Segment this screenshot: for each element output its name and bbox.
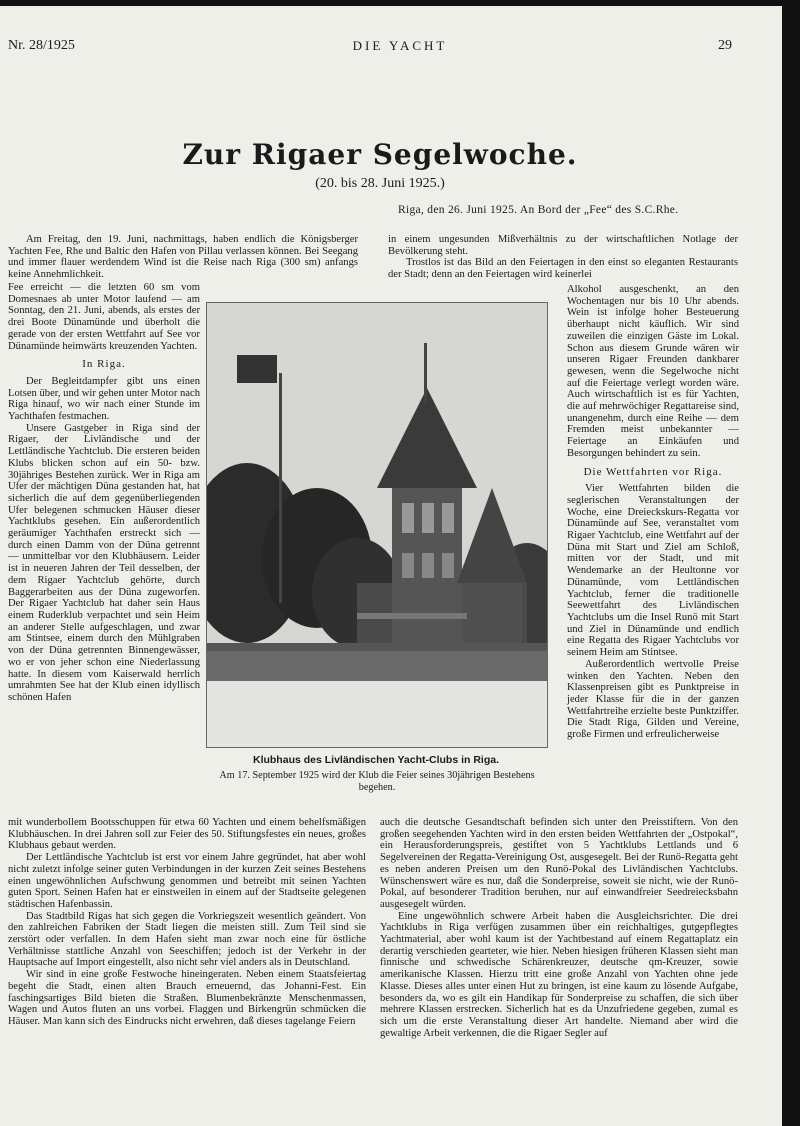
paragraph: Der Lettländische Yachtclub ist erst vor einem Jahre gegründet, hat aber wohl nicht zuletzt infolge seiner guten Verbindungen in der kurzen Zeit seines Bestehens einen ungewöhnlichen Aufschwung genommen und betreibt mit seinen Yachten guten Sport. Seinen Hafen hat er einstweilen in einem auf der Stadtseite gelegenen städtischen Hafenbassin. <box>8 852 366 910</box>
paragraph: auch die deutsche Gesandtschaft befinden sich unter den Preisstiftern. Von den großen seegehenden Yachten wird in den ersten beiden Wettfahrten der „Ostpokal“, ein Herausforderungspreis, gestiftet von 5 Yachtklubs Lettlands und 6 Segelvereinen der Regatta-Vereinigung Ost, ausgesegelt. Bei der Runö-Regatta geht es neben anderen Preisen um den Runö-Pokal des Livländischen Yachtclubs. Wünschenswert wäre es nur, daß die Sonderpreise, soweit sie nicht, wie der Runö-Pokal, auf besonderer Tradition beruhen, nur auf einwandfreier Seedreiecksbahn ausgesegelt würden. <box>380 817 738 910</box>
paragraph: Am Freitag, den 19. Juni, nachmittags, haben endlich die Königsberger Yachten Fee, Rhe und Baltic den Hafen von Pillau verlassen können. Bei Seegang und immer flauer werdendem Wind ist die Reise nach Riga (300 sm) anfangs keine Annehmlichkeit. <box>8 234 358 281</box>
magazine-title: DIE YACHT <box>352 38 448 53</box>
section-heading-wettfahrten: Die Wettfahrten vor Riga. <box>583 465 723 478</box>
paragraph: Vier Wettfahrten bilden die seglerischen Veranstaltungen der Woche, eine Dreieckskurs-Regatta vor Dünamünde auf See, veranstaltet vom Rigaer Yachtclub, eine Wettfahrt auf der Düna mit Start und Ziel am Schloß, mitten vor der Stadt, und mit Wendemarke an der Heultonne vor Dünamünde, vom Lettländischen Yachtclub, ferner die traditionelle Seewettfahrt des Livländischen Yachtclubs um die Insel Runö mit Start und Ziel in Dünamünde und endlich eine Regatta des Rigaer Yachtclubs vor seinem Heim am Stintsee. <box>567 483 739 659</box>
paragraph: Das Stadtbild Rigas hat sich gegen die Vorkriegszeit wesentlich geändert. Von den zahlreichen Fabriken der Stadt liegen die meisten still. Zum Teil sind sie zerstört oder verfallen. In dem Hafen sieht man zwar noch eine für östliche Verhältnisse stattliche Anzahl von Seeschiffen; jedoch ist der Verkehr in der Hauptsache auf Import eingestellt, also nicht sehr viel anders als in Deutschland. <box>8 910 366 969</box>
photo-caption-text: Am 17. September 1925 wird der Klub die Feier seines 30jährigen Bestehens begehen. <box>219 770 535 793</box>
paragraph: Unsere Gastgeber in Riga sind der Rigaer, der Livländische und der Lettländische Yachtclub. Die ersteren beiden Klubs blicken schon auf ein 50- bzw. 30jähriges Bestehen zurück. Wer in Riga am Ufer der mächtigen Düna gestanden hat, hat sicherlich die auf dem gegenüberliegenden Ufer belegenen schmucken Häuser dieser Yachtklubs gesehen. Ein außerordentlich geräumiger Yachthafen erstreckt sich — durch einen Damm von der Düna getrennt — unmittelbar vor den Klubhäusern. Leider ist in neueren Jahren der Teil desselben, der dem Rigaer Yachtclub gehörte, durch Baggerarbeiten aus der Düna zugeworfen. Der Rigaer Yachtclub hat daher sein Haus einem Ruderklub verpachtet und sein Heim an anderer Stelle aufgeschlagen, und zwar am Stintsee, einem durch den Mühlgraben von der Düna getrennten Binnengewässer, wo er von jeher schon eine Niederlassung hatte. In diesem vom Kaiserwald herrlich umrahmten See hat der Klub einen idyllisch schönen Hafen <box>8 422 200 703</box>
clubhouse-photo <box>206 302 548 748</box>
issue-number: Nr. 28/1925 <box>8 38 75 53</box>
paragraph: Wir sind in eine große Festwoche hineingeraten. Neben einem Staatsfeiertag begeht die Stadt, einen alten Brauch erneuernd, das Johanni-Fest. Ein faschingsartiges Bild bieten die Straßen. Blumenbekränzte Menschenmassen, Wagen und Autos fluten an uns vorbei. Flaggen und Birkengrün schmücken die Häuser. Man kann sich des Eindrucks nicht erwehren, daß dieses tagelange Feiern <box>8 969 366 1027</box>
article-title: Zur Rigaer Segelwoche. <box>182 138 578 171</box>
paragraph: Trostlos ist das Bild an den Feiertagen in den einst so eleganten Restaurants der Stadt; denn an den Feiertagen wird keinerlei <box>388 257 738 281</box>
clubhouse-illustration <box>207 303 547 747</box>
paragraph: Außerordentlich wertvolle Preise winken den Yachten. Neben den Klassenpreisen gibt es Punktpreise in jeder Klasse für die in der ganzen Wettfahrtreihe erzielte beste Punktziffer. Die Stadt Riga, Gilden und Vereine, große Firmen und erfreulicherweise <box>567 658 739 741</box>
right-column-narrow <box>567 284 739 741</box>
paragraph: Fee erreicht — die letzten 60 sm vom Domesnaes ab unter Motor laufend — am Sonntag, den 21. Juni, abends, als erstes der drei Boote Dünamünde und überholt die gerade von der ersten Wettfahrt auf See vor Dünamünde heimwärts kreuzenden Yachten. <box>8 282 200 352</box>
paragraph: Alkohol ausgeschenkt, an den Wochentagen nur bis 10 Uhr abends. Wein ist infolge hoher Besteuerung überhaupt nicht käuflich. Wir sind zuweilen die einzigen Gäste im Lokal. Schon aus diesem Grunde wären wir unseren Rigaer Freunden dankbarer gewesen, wenn die Segelwoche nicht auf die Feiertage verlegt worden wäre. Auch wirtschaftlich ist es für Yachten, die auf mehrwöchiger Regattareise sind, unangenehm, durch eine Reihe — dem Fremden meist unbekannter — Feiertage an Einkäufen und Besorgungen behindert zu sein. <box>567 284 739 459</box>
right-column-bottom <box>380 817 738 1039</box>
left-column-narrow <box>8 282 200 704</box>
article-dateline: Riga, den 26. Juni 1925. An Bord der „Fee“ des S.C.Rhe. <box>398 204 679 216</box>
photo-caption-title: Klubhaus des Livländischen Yacht-Clubs in Riga. <box>252 754 500 766</box>
left-column-bottom <box>8 817 366 1028</box>
page-number: 29 <box>718 38 732 53</box>
section-heading-in-riga: In Riga. <box>82 358 126 371</box>
right-column-top <box>388 234 738 281</box>
paragraph: Eine ungewöhnlich schwere Arbeit haben die Ausgleichsrichter. Die drei Yachtklubs in Riga verfügen zusammen über ein reichhaltiges, gutgepflegtes Yachtmaterial, aber wohl kaum ist der Yachtbestand auf einem Regattaplatz ein derartig verschieden gearteter, wie hier. Neben hiesigen früheren Klassen sieht man finnische und schwedische Schärenkreuzer, deutsche qm-Kreuzer, sowie amerikanische Klassen. Hierzu tritt eine große Anzahl von Yachten ohne jede Klasse. Dieses alles unter einen Hut zu bringen, ist eine kaum zu lösende Aufgabe, besonders da, wo es gilt ein Handikap für Sonderpreise zu schaffen, die sich über mehrere Klassen erstrecken. Sicherlich hat es da Unzufriedene gegeben, zumal es sich um die erste Veranstaltung dieser Art handelte. Niemand aber wird die gewaltige Arbeit verkennen, die die Rigaer Segler auf <box>380 910 738 1039</box>
left-column-top <box>8 234 358 281</box>
scan-right-edge <box>782 0 800 1126</box>
paragraph: Der Begleitdampfer gibt uns einen Lotsen über, und wir gehen unter Motor nach Riga hinauf, wo wir nach einer Stunde im Yachthafen festmachen. <box>8 375 200 423</box>
paragraph: in einem ungesunden Mißverhältnis zu der wirtschaftlichen Notlage der Bevölkerung steht. <box>388 234 738 257</box>
scan-top-edge <box>0 0 800 6</box>
article-subtitle: (20. bis 28. Juni 1925.) <box>315 176 445 191</box>
paragraph: mit wunderbollem Bootsschuppen für etwa 60 Yachten und einem behelfsmäßigen Klubhäuschen. In drei Jahren soll zur Feier des 50. Stiftungsfestes ein neues, großes Klubhaus gebaut werden. <box>8 817 366 852</box>
